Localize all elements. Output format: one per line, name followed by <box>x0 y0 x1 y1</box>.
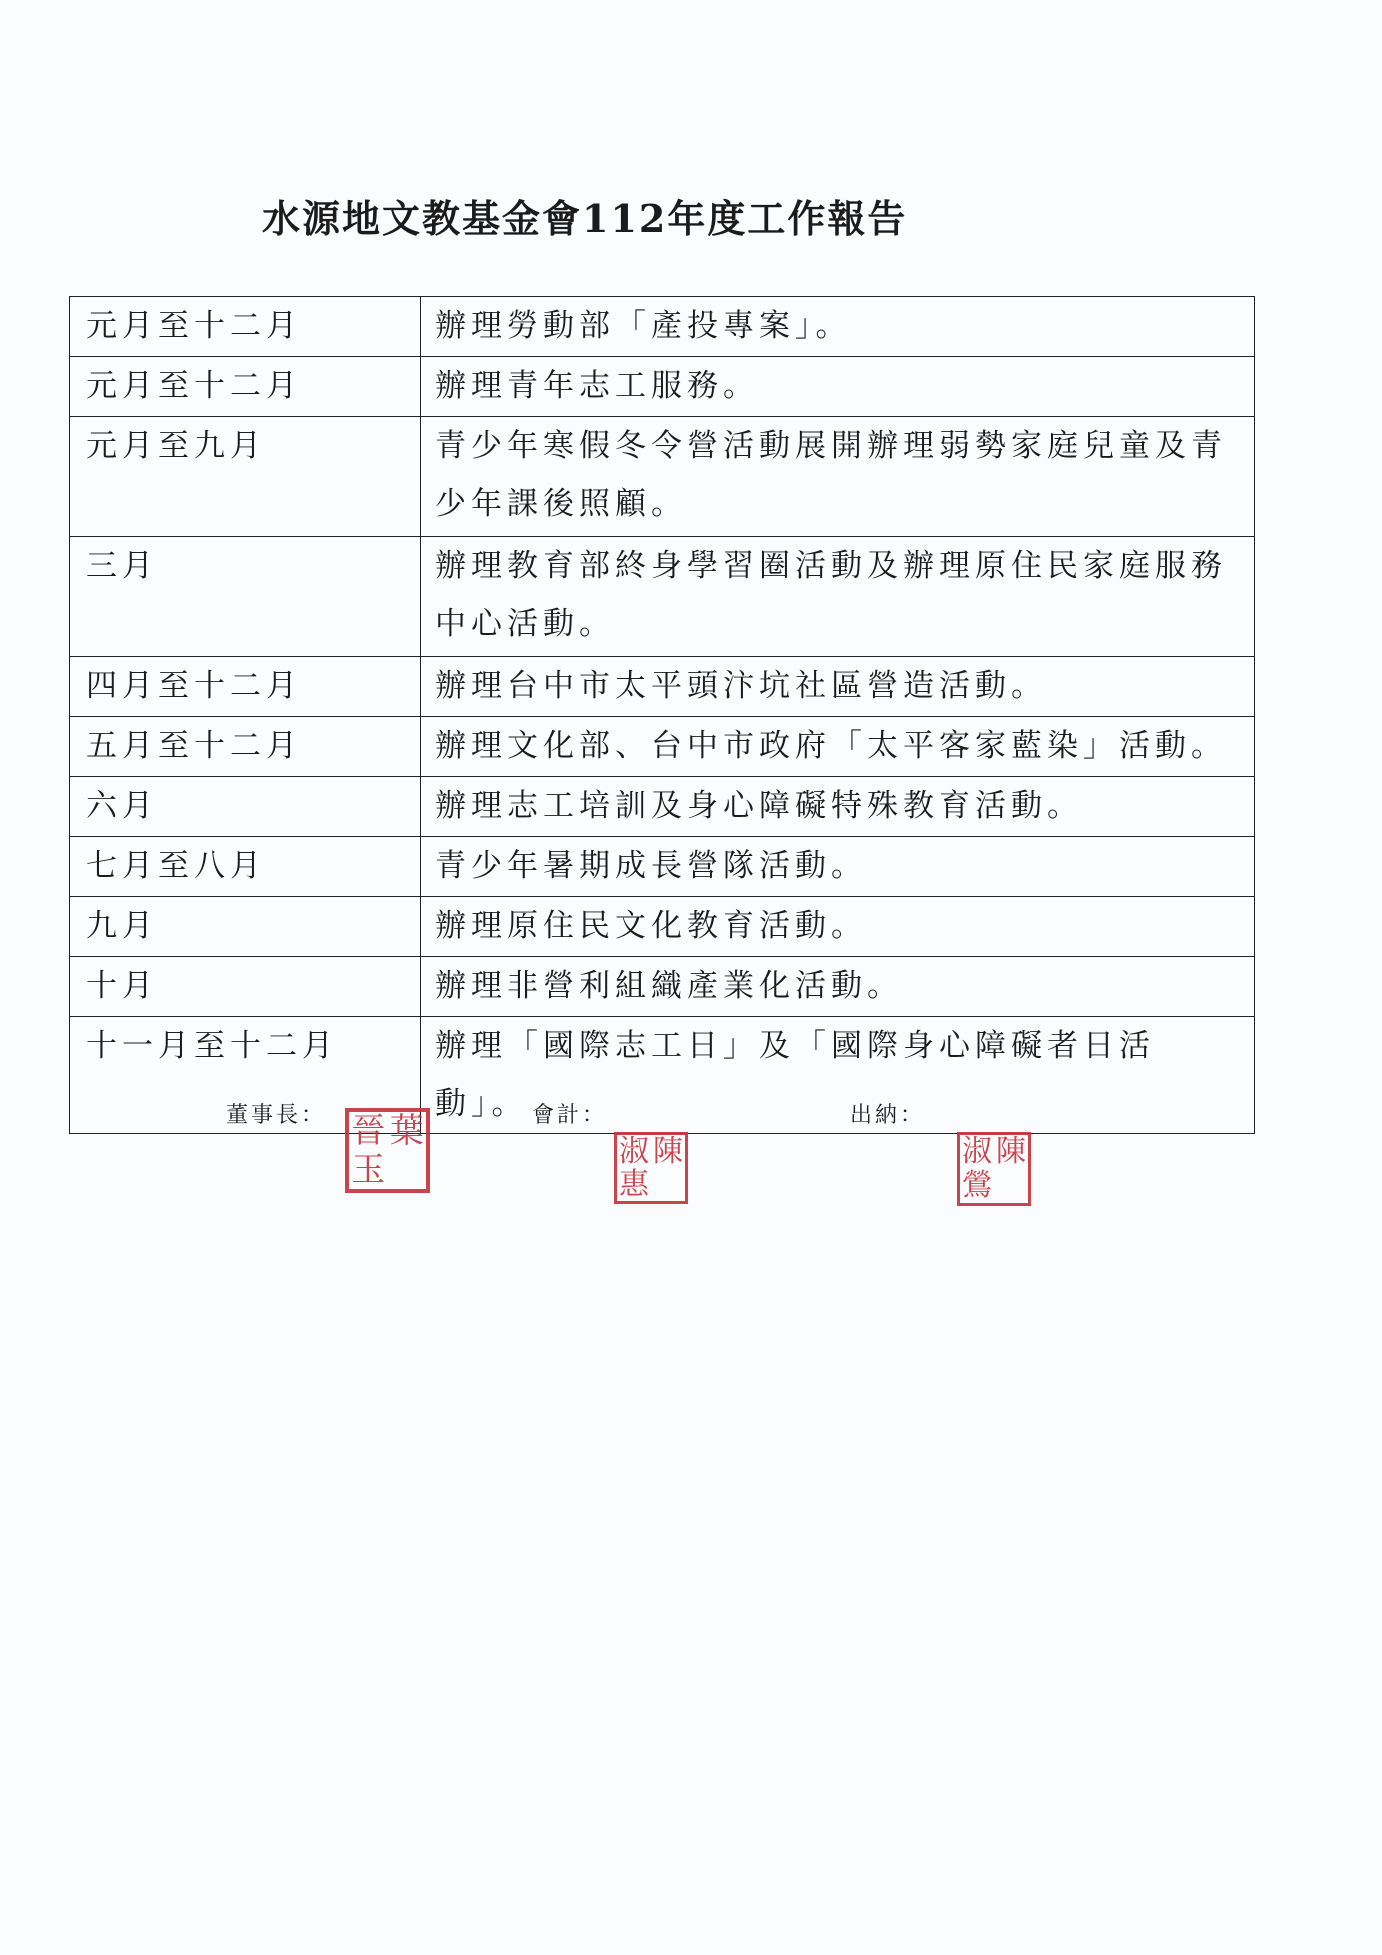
table-row <box>70 957 1255 1017</box>
table-row <box>70 717 1255 777</box>
accountant-label: 會計： <box>532 1103 608 1128</box>
table-row <box>70 297 1255 357</box>
period-cell: 十一月至十二月 <box>70 1017 421 1134</box>
period-cell: 元月至九月 <box>70 417 421 537</box>
seal-character: 陳 <box>653 1133 683 1169</box>
activity-cell: 辦理台中市太平頭汴坑社區營造活動。 <box>421 657 1255 717</box>
period-cell: 五月至十二月 <box>70 717 421 777</box>
cashier-label: 出納： <box>850 1103 926 1128</box>
table-row <box>70 357 1255 417</box>
period-cell: 六月 <box>70 777 421 837</box>
seal-character: 玉 <box>351 1149 386 1190</box>
activity-cell: 辦理原住民文化教育活動。 <box>421 897 1255 957</box>
seal-character <box>388 1151 427 1190</box>
activity-cell: 辦理勞動部「產投專案」。 <box>421 297 1255 357</box>
table-row <box>70 777 1255 837</box>
period-cell: 四月至十二月 <box>70 657 421 717</box>
table-row <box>70 537 1255 657</box>
activity-cell: 辦理非營利組織產業化活動。 <box>421 957 1255 1017</box>
seal-character <box>651 1168 685 1201</box>
seal-character: 鶯 <box>962 1168 992 1203</box>
period-cell: 元月至十二月 <box>70 297 421 357</box>
activity-cell: 辦理青年志工服務。 <box>421 357 1255 417</box>
seal-character: 葉 <box>389 1111 424 1152</box>
activity-cell: 青少年寒假冬令營活動展開辦理弱勢家庭兒童及青少年課後照顧。 <box>421 417 1255 537</box>
seal-character: 陳 <box>996 1134 1026 1169</box>
table-row <box>70 837 1255 897</box>
activity-cell: 青少年暑期成長營隊活動。 <box>421 837 1255 897</box>
table-row <box>70 657 1255 717</box>
activity-cell: 辦理志工培訓及身心障礙特殊教育活動。 <box>421 777 1255 837</box>
seal-character: 淑 <box>962 1134 992 1169</box>
seal-character: 惠 <box>619 1166 649 1202</box>
chairman-seal-icon <box>345 1108 430 1193</box>
seal-character <box>994 1169 1028 1203</box>
page-title: 水源地文教基金會112年度工作報告 <box>262 196 908 241</box>
table-row <box>70 897 1255 957</box>
chairman-label: 董事長： <box>226 1103 327 1128</box>
work-report-table <box>69 296 1255 1134</box>
activity-cell: 辦理「國際志工日」及「國際身心障礙者日活動」。 <box>421 1017 1255 1134</box>
period-cell: 十月 <box>70 957 421 1017</box>
period-cell: 元月至十二月 <box>70 357 421 417</box>
seal-character: 晉 <box>351 1111 386 1152</box>
period-cell: 三月 <box>70 537 421 657</box>
period-cell: 九月 <box>70 897 421 957</box>
period-cell: 七月至八月 <box>70 837 421 897</box>
accountant-seal-icon <box>614 1132 688 1204</box>
activity-cell: 辦理教育部終身學習圈活動及辦理原住民家庭服務中心活動。 <box>421 537 1255 657</box>
seal-character: 淑 <box>619 1133 649 1169</box>
cashier-seal-icon <box>957 1132 1031 1206</box>
table-row <box>70 417 1255 537</box>
activity-cell: 辦理文化部、台中市政府「太平客家藍染」活動。 <box>421 717 1255 777</box>
